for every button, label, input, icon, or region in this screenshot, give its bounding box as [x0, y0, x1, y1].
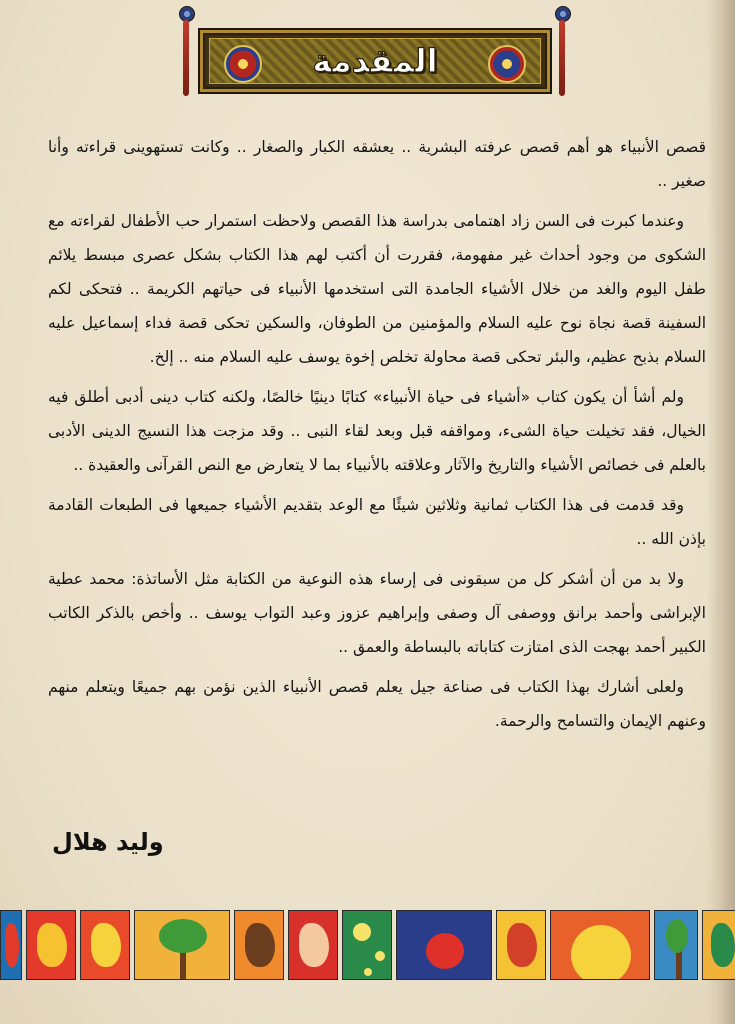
- title-banner: [178, 6, 570, 98]
- author-signature: وليد هلال: [52, 828, 164, 856]
- tile-sun-dome: [550, 910, 650, 980]
- tile-flower: [702, 910, 735, 980]
- face-icon: [91, 923, 121, 967]
- tile-tree-house: [134, 910, 230, 980]
- page-fold-shadow: [707, 0, 735, 1024]
- tile-apple: [396, 910, 492, 980]
- medallion-icon: [488, 45, 526, 83]
- stars-icon: [353, 923, 371, 941]
- introduction-text: [48, 130, 706, 744]
- portrait-icon: [245, 923, 275, 967]
- tree-icon: [159, 919, 207, 953]
- illustration-tile-strip: [0, 910, 735, 982]
- medallion-icon: [224, 45, 262, 83]
- tile-woman-portrait: [234, 910, 284, 980]
- paragraph-3: ولم أشأ أن يكون كتاب «أشياء فى حياة الأنبياء» كتابًا دينيًا خالصًا، ولكنه كتاب دينى أدبى أطلق فيه الخيال، فقد تخيلت حياة الشىء، ومواقفه قبل وبعد لقاء النبى .. وقد مزجت هذا النسيج الدينى الأدبى بالعلم فى خصائص الأشياء والتاريخ والآثار وعلاقته بالأنبياء بما لا يتعارض مع النص القرآنى والعقيدة ..: [48, 388, 706, 474]
- bird-icon: [5, 923, 18, 967]
- tile-fish-face: [80, 910, 130, 980]
- flower-icon: [711, 923, 735, 967]
- paragraph-1: قصص الأنبياء هو أهم قصص عرفته البشرية .. يعشقه الكبار والصغار .. وكانت تستهوينى قراءته وأنا صغير ..: [48, 138, 706, 190]
- apple-icon: [426, 933, 464, 969]
- banner-post-right: [554, 6, 570, 96]
- paragraph-4: وقد قدمت فى هذا الكتاب ثمانية وثلاثين شيئًا مع الوعد بتقديم الأشياء جميعها فى الطبعات القادمة بإذن الله ..: [48, 496, 706, 548]
- tile-bird-red: [0, 910, 22, 980]
- tile-woman-red: [288, 910, 338, 980]
- page-title: المقدمة: [312, 42, 438, 80]
- paragraph-5: ولا بد من أن أشكر كل من سبقونى فى إرساء هذه النوعية من الكتابة مثل الأساتذة: محمد عطية الإبراشى وأحمد برانق ووصفى آل وصفى وإبراهيم عزوز وعبد التواب يوسف .. وأخص بالذكر الكاتب الكبير أحمد بهجت الذى امتازت كتاباته بالبساطة والعمق ..: [48, 570, 706, 656]
- palm-icon: [666, 919, 688, 953]
- banner-post-left: [178, 6, 194, 96]
- sun-icon: [571, 925, 631, 980]
- tile-palm: [654, 910, 698, 980]
- tile-stars-moon: [342, 910, 392, 980]
- figure-icon: [507, 923, 537, 967]
- tile-figure: [496, 910, 546, 980]
- banner-frame: [198, 28, 552, 94]
- horse-icon: [37, 923, 67, 967]
- banner-ornament: [209, 38, 541, 84]
- paragraph-2: وعندما كبرت فى السن زاد اهتمامى بدراسة هذا القصص ولاحظت استمرار حب الأطفال لقراءته مع الشكوى من وجود أحداث غير مفهومة، فقررت أن أكتب لهم هذا الكتاب بشكل عصرى مبسط يلائم طفل اليوم والغد من خلال الأشياء الجامدة التى استخدمها الأنبياء فى حياتهم الكريمة .. فتحكى لكم السفينة قصة نجاة نوح عليه السلام والمؤمنين من الطوفان، والسكين تحكى قصة فداء إسماعيل عليه السلام بذبح عظيم، والبئر تحكى قصة محاولة تخلص إخوة يوسف عليه السلام منه .. إلخ.: [48, 212, 706, 366]
- paragraph-6: ولعلى أشارك بهذا الكتاب فى صناعة جيل يعلم قصص الأنبياء الذين نؤمن بهم جميعًا ويتعلم منهم وعنهم الإيمان والتسامح والرحمة.: [48, 678, 706, 730]
- portrait-icon: [299, 923, 329, 967]
- tile-horse: [26, 910, 76, 980]
